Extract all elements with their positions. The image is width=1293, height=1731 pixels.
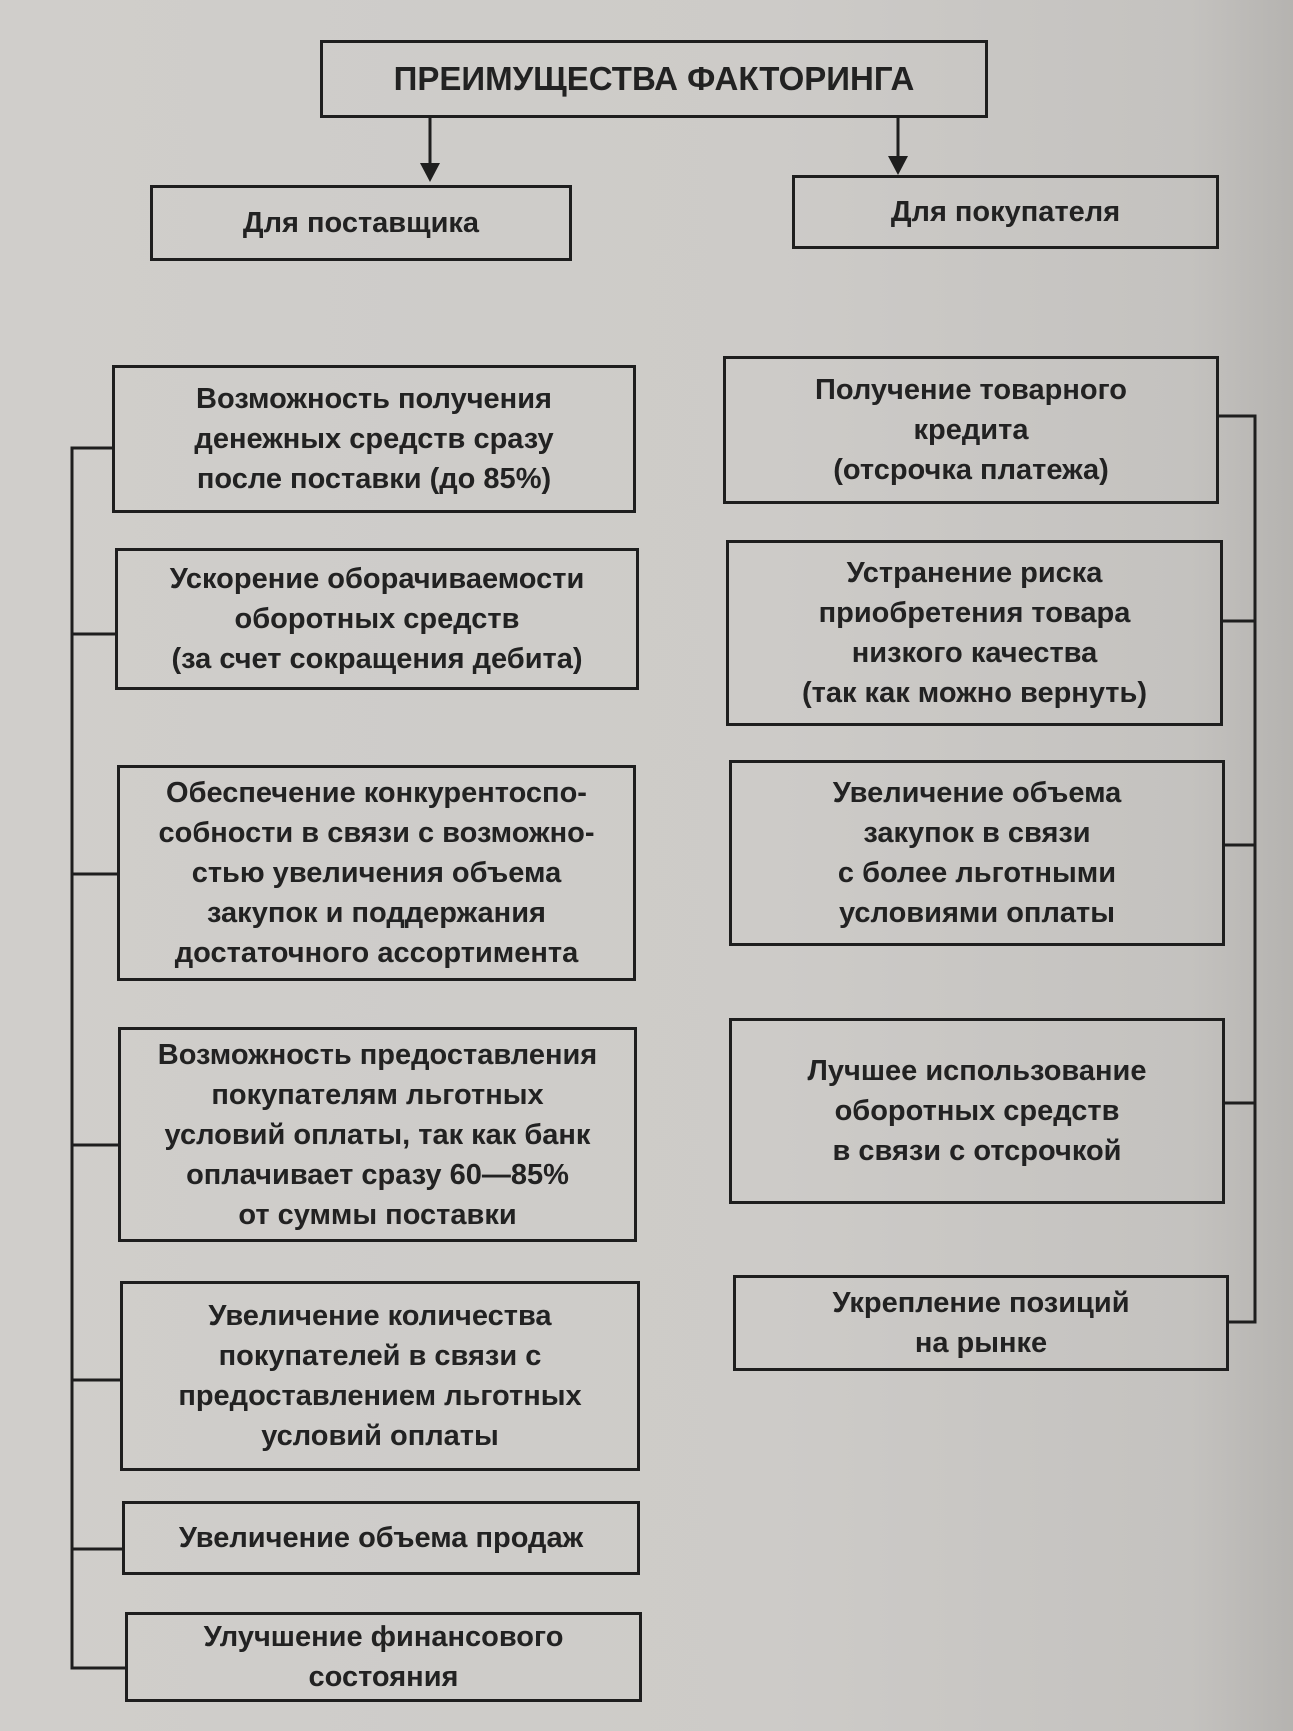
buyer-item-1: Получение товарного кредита (отсрочка платежа) <box>723 356 1219 504</box>
supplier-item-3: Обеспечение конкурентоспо- собности в связи с возможно- стью увеличения объема закупок и поддержания достаточного ассортимента <box>117 765 636 981</box>
supplier-item-7: Улучшение финансового состояния <box>125 1612 642 1702</box>
supplier-item-1: Возможность получения денежных средств сразу после поставки (до 85%) <box>112 365 636 513</box>
supplier-item-5: Увеличение количества покупателей в связи с предоставлением льготных условий оплаты <box>120 1281 640 1471</box>
arrow-head-buyer <box>888 156 908 175</box>
supplier-item-6: Увеличение объема продаж <box>122 1501 640 1575</box>
buyer-item-4: Лучшее использование оборотных средств в связи с отсрочкой <box>729 1018 1225 1204</box>
supplier-header: Для поставщика <box>150 185 572 261</box>
supplier-item-2: Ускорение оборачиваемости оборотных средств (за счет сокращения дебита) <box>115 548 639 690</box>
arrow-head-supplier <box>420 163 440 182</box>
supplier-item-4: Возможность предоставления покупателям льготных условий оплаты, так как банк оплачивает сразу 60—85% от суммы поставки <box>118 1027 637 1242</box>
buyer-item-5: Укрепление позиций на рынке <box>733 1275 1229 1371</box>
buyer-item-2: Устранение риска приобретения товара низкого качества (так как можно вернуть) <box>726 540 1223 726</box>
diagram-title: ПРЕИМУЩЕСТВА ФАКТОРИНГА <box>320 40 988 118</box>
buyer-header: Для покупателя <box>792 175 1219 249</box>
buyer-item-3: Увеличение объема закупок в связи с более льготными условиями оплаты <box>729 760 1225 946</box>
